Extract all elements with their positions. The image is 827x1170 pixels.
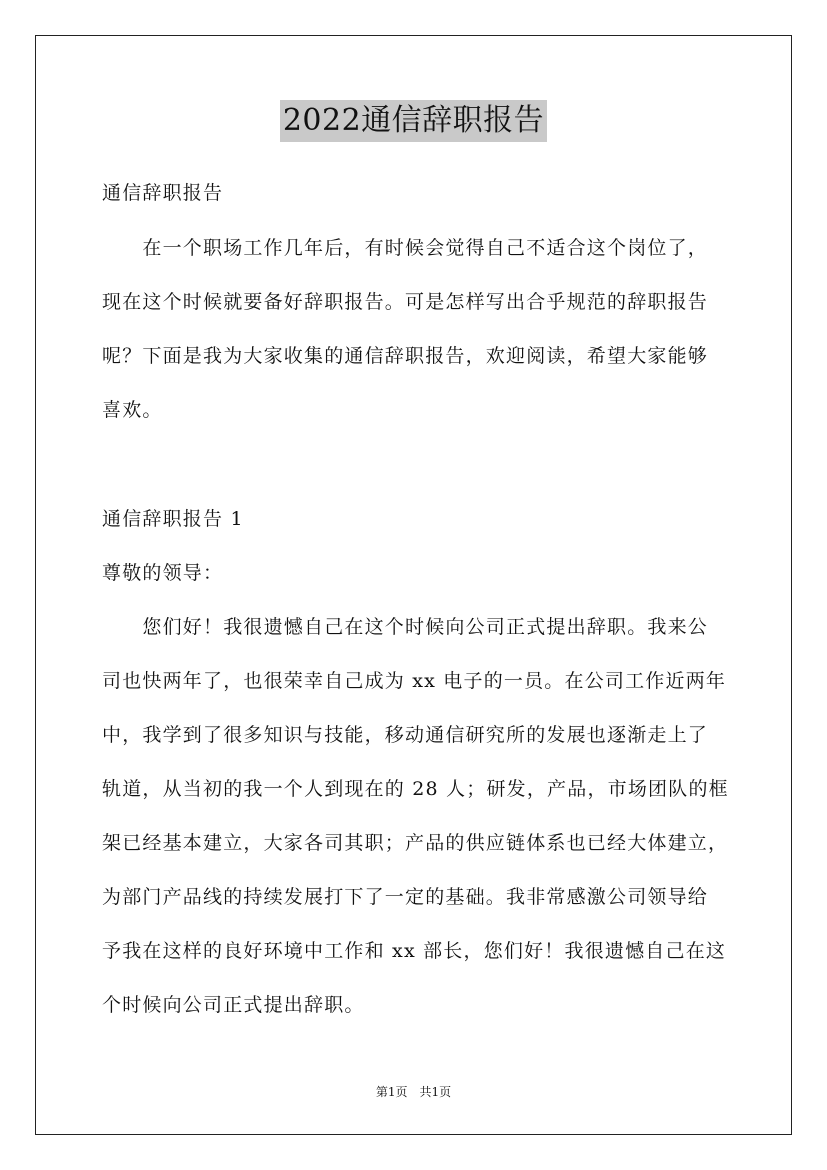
section-heading-intro: 通信辞职报告 — [102, 182, 224, 204]
paragraph-line: 予我在这样的良好环境中工作和 xx 部长，您们好！我很遗憾自己在这 — [102, 940, 727, 962]
paragraph-line: 现在这个时候就要备好辞职报告。可是怎样写出合乎规范的辞职报告 — [102, 291, 709, 313]
section-heading-1: 通信辞职报告 1 — [102, 508, 244, 530]
paragraph-line: 呢？下面是我为大家收集的通信辞职报告，欢迎阅读，希望大家能够 — [102, 345, 709, 367]
document-title: 2022通信辞职报告 — [280, 100, 547, 142]
salutation: 尊敬的领导： — [102, 562, 224, 584]
title-wrap — [0, 100, 827, 142]
paragraph-line: 司也快两年了，也很荣幸自己成为 xx 电子的一员。在公司工作近两年 — [102, 670, 727, 692]
paragraph-line: 架已经基本建立，大家各司其职；产品的供应链体系也已经大体建立， — [102, 832, 729, 854]
paragraph-line: 在一个职场工作几年后，有时候会觉得自己不适合这个岗位了， — [102, 237, 709, 259]
paragraph-line: 您们好！我很遗憾自己在这个时候向公司正式提出辞职。我来公 — [102, 616, 709, 638]
paragraph-line: 轨道，从当初的我一个人到现在的 28 人；研发，产品，市场团队的框 — [102, 778, 729, 800]
paragraph-line: 个时候向公司正式提出辞职。 — [102, 994, 365, 1016]
page-footer: 第1页 共1页 — [375, 1085, 452, 1099]
paragraph-line: 为部门产品线的持续发展打下了一定的基础。我非常感激公司领导给 — [102, 886, 709, 908]
paragraph-line: 喜欢。 — [102, 399, 163, 421]
paragraph-line: 中，我学到了很多知识与技能，移动通信研究所的发展也逐渐走上了 — [102, 724, 709, 746]
